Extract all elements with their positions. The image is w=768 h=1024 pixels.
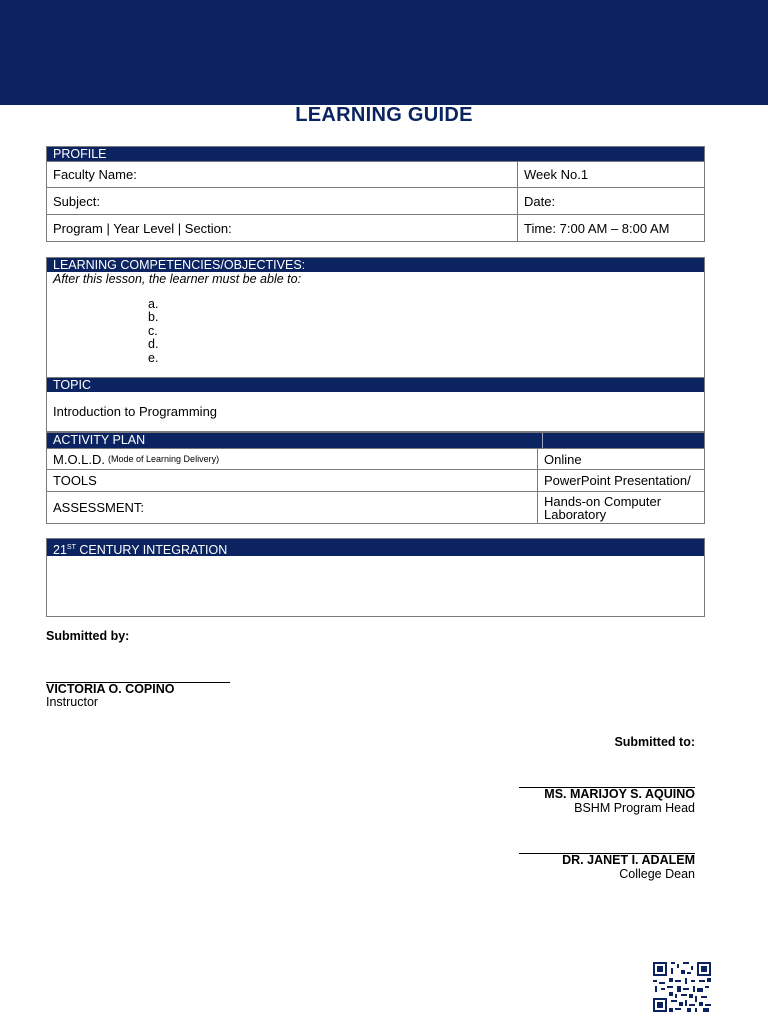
list-item: c. bbox=[148, 323, 158, 338]
submitted-by-label: Submitted by: bbox=[46, 629, 130, 643]
date-label: Date: bbox=[524, 193, 556, 209]
mold-label-cell bbox=[47, 449, 538, 469]
activity-plan-section bbox=[46, 432, 705, 524]
mold-value: Online bbox=[544, 451, 582, 467]
tools-row bbox=[47, 469, 704, 491]
objectives-header: LEARNING COMPETENCIES/OBJECTIVES: bbox=[47, 258, 704, 272]
activity-header: ACTIVITY PLAN bbox=[47, 433, 543, 448]
objectives-intro: After this lesson, the learner must be able to: bbox=[53, 272, 302, 286]
century-integration-section bbox=[46, 538, 705, 617]
objectives-body bbox=[47, 272, 704, 378]
profile-row bbox=[47, 187, 704, 214]
program-head-name: MS. MARIJOY S. AQUINO bbox=[544, 787, 695, 801]
list-item: b. bbox=[148, 310, 159, 325]
century-prefix: 21 bbox=[53, 543, 67, 557]
week-number: Week No.1 bbox=[524, 167, 589, 182]
assessment-value: Hands-on Computer Laboratory bbox=[544, 493, 662, 522]
profile-section bbox=[46, 146, 705, 242]
topic-text: Introduction to Programming bbox=[53, 404, 218, 419]
instructor-name: VICTORIA O. COPINO bbox=[46, 682, 175, 696]
instructor-role: Instructor bbox=[46, 695, 99, 709]
tools-label: TOOLS bbox=[47, 470, 538, 491]
page-title: LEARNING GUIDE bbox=[295, 104, 473, 126]
tools-value: PowerPoint Presentation/ bbox=[544, 473, 691, 488]
century-header bbox=[47, 539, 704, 556]
objectives-list bbox=[148, 298, 704, 365]
profile-row bbox=[47, 161, 704, 187]
list-item: a. bbox=[148, 297, 159, 311]
profile-row bbox=[47, 214, 704, 241]
assessment-label: ASSESSMENT: bbox=[47, 492, 538, 523]
activity-header-row bbox=[47, 433, 704, 448]
profile-header: PROFILE bbox=[47, 147, 704, 161]
century-sup: ST bbox=[66, 544, 76, 551]
mold-sublabel: (Mode of Learning Delivery) bbox=[108, 454, 220, 464]
dean-role: College Dean bbox=[619, 867, 695, 881]
qr-code-icon bbox=[653, 962, 711, 1012]
assessment-row bbox=[47, 491, 704, 523]
mold-row bbox=[47, 448, 704, 469]
time-value: Time: 7:00 AM – 8:00 AM bbox=[524, 220, 670, 236]
faculty-name-label: Faculty Name: bbox=[47, 162, 518, 187]
subject-label: Subject: bbox=[47, 188, 518, 214]
century-rest: CENTURY INTEGRATION bbox=[75, 543, 228, 557]
submitted-to-label: Submitted to: bbox=[614, 735, 695, 749]
header-band bbox=[0, 0, 768, 105]
list-item: e. bbox=[148, 350, 159, 365]
program-label: Program | Year Level | Section: bbox=[47, 215, 518, 241]
topic-header: TOPIC bbox=[47, 378, 704, 392]
dean-name: DR. JANET I. ADALEM bbox=[562, 853, 695, 867]
mold-label: M.O.L.D. bbox=[53, 451, 106, 467]
topic-section bbox=[46, 377, 705, 432]
program-head-role: BSHM Program Head bbox=[574, 801, 695, 815]
list-item: d. bbox=[148, 337, 159, 352]
objectives-section bbox=[46, 257, 705, 392]
